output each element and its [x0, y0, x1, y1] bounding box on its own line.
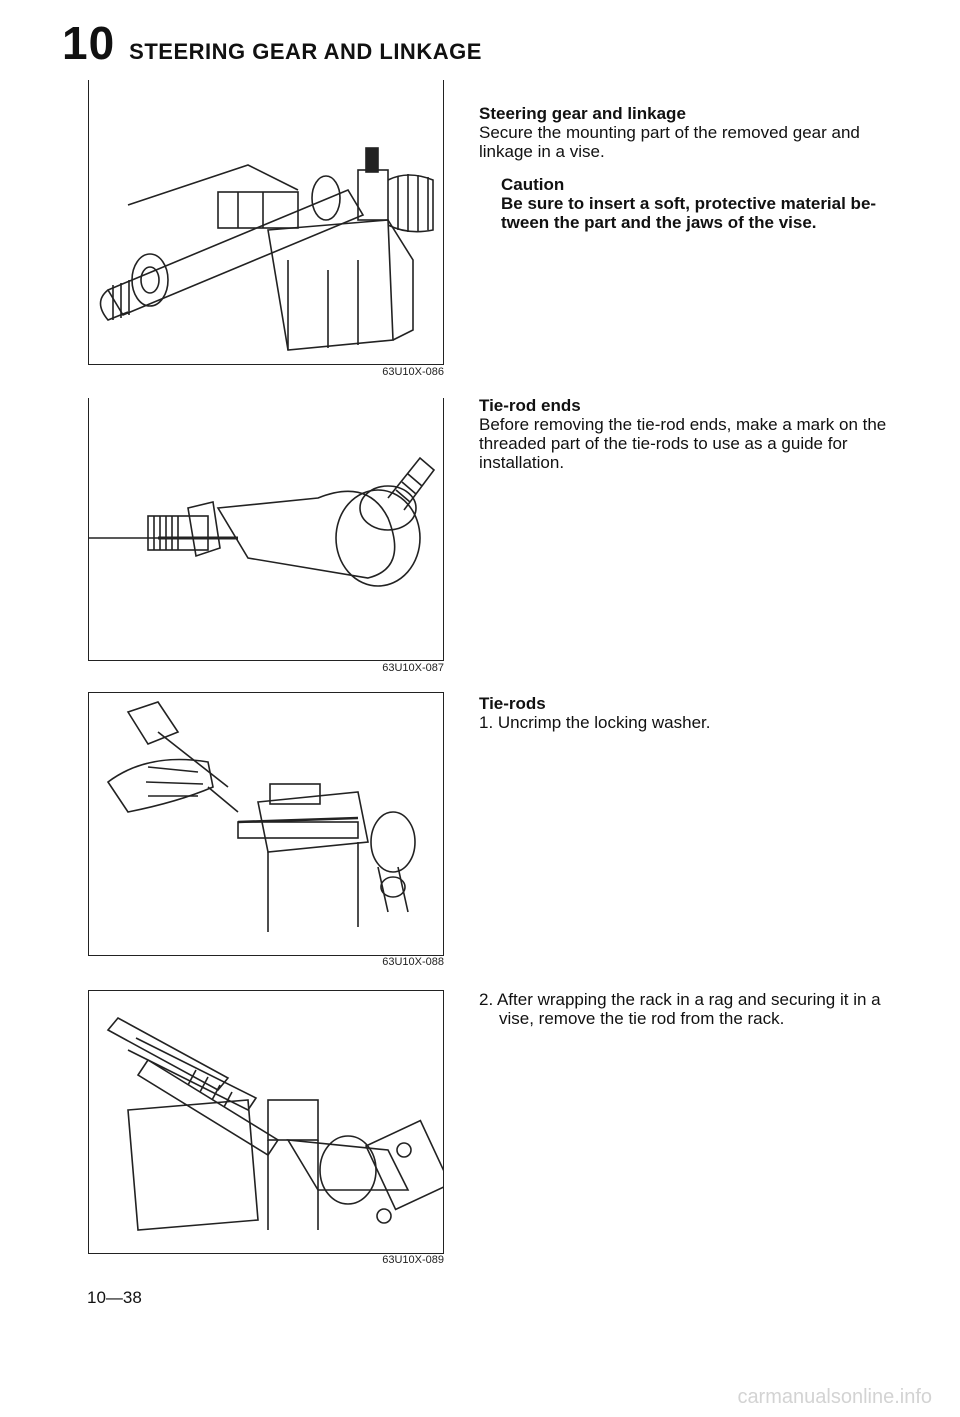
section-tie-rod-ends: [479, 396, 899, 472]
caution-title: Caution: [501, 175, 565, 194]
section-tie-rods: [479, 694, 899, 732]
figure-tie-rod-end: [88, 398, 444, 678]
section-steering-gear: [479, 104, 899, 232]
figure-code: 63U10X-089: [382, 1254, 444, 1266]
page-number: 10—38: [87, 1288, 142, 1307]
chapter-number: 10: [62, 17, 116, 69]
section-heading: Steering gear and linkage: [479, 104, 686, 123]
caution-body: Be sure to insert a soft, protective material be-tween the part and the jaws of the vise.: [501, 194, 877, 232]
caution-box: [501, 175, 899, 232]
figure-steering-gear-in-vise: [88, 80, 444, 380]
figure-remove-tie-rod: [88, 990, 444, 1266]
figure-code: 63U10X-088: [382, 956, 444, 968]
uncrimp-washer-illustration: [88, 692, 444, 954]
figure-code: 63U10X-087: [382, 662, 444, 674]
section-body: Before removing the tie-rod ends, make a mark on the threaded part of the tie-rods to use as a guide for installation.: [479, 415, 887, 472]
section-heading: Tie-rods: [479, 694, 546, 713]
tie-rod-end-illustration: [88, 398, 444, 660]
chapter-title: STEERING GEAR AND LINKAGE: [129, 39, 482, 64]
section-body: Secure the mounting part of the removed gear and linkage in a vise.: [479, 123, 860, 161]
section-tie-rods-step2: [479, 990, 899, 1028]
page-header: [62, 17, 482, 69]
remove-tie-rod-illustration: [88, 990, 444, 1252]
step-1: 1. Uncrimp the locking washer.: [479, 713, 711, 732]
step-2: 2. After wrapping the rack in a rag and securing it in a vise, remove the tie rod from the rack.: [479, 990, 881, 1028]
section-heading: Tie-rod ends: [479, 396, 581, 415]
steering-gear-illustration: [88, 80, 444, 364]
figure-code: 63U10X-086: [382, 366, 444, 378]
footer-watermark: carmanualsonline.info: [737, 1386, 932, 1408]
figure-uncrimp-washer: [88, 692, 444, 968]
